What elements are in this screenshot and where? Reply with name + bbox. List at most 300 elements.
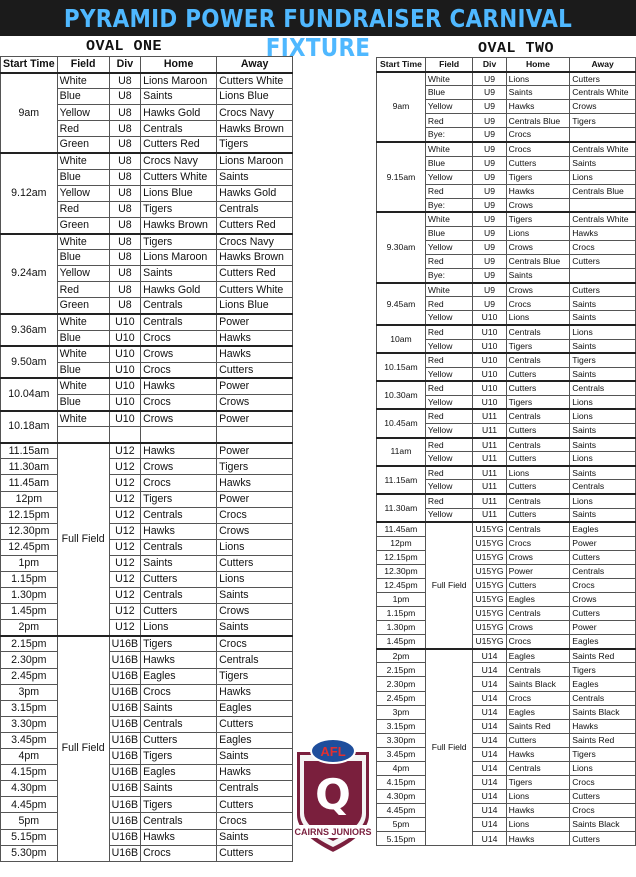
away-team-cell: Hawks Gold <box>217 185 293 201</box>
column-header: Field <box>57 57 109 73</box>
start-time-cell: 12.30pm <box>1 523 58 539</box>
home-team-cell: Power <box>506 564 570 578</box>
division-cell: U15YG <box>473 564 506 578</box>
away-team-cell: Crows <box>217 394 293 410</box>
division-cell: U14 <box>473 804 506 818</box>
home-team-cell: Lions <box>141 620 217 636</box>
away-team-cell: Tigers <box>570 114 636 128</box>
away-team-cell: Cutters Red <box>217 217 293 233</box>
division-cell: U10 <box>109 346 141 362</box>
away-team-cell: Hawks <box>570 719 636 733</box>
start-time-cell: 1pm <box>377 592 426 606</box>
home-team-cell: Centrals <box>506 663 570 677</box>
division-cell: U11 <box>473 494 506 508</box>
away-team-cell: Cutters <box>570 283 636 297</box>
start-time-cell: 2.45pm <box>377 691 426 705</box>
home-team-cell: Tigers <box>506 775 570 789</box>
away-team-cell: Saints <box>217 749 293 765</box>
home-team-cell: Tigers <box>141 749 217 765</box>
away-team-cell: Cutters <box>217 716 293 732</box>
home-team-cell: Tigers <box>141 201 217 217</box>
division-cell: U16B <box>109 813 141 829</box>
start-time-cell: 10.45am <box>377 409 426 437</box>
division-cell: U12 <box>109 539 141 555</box>
home-team-cell: Lions Maroon <box>141 73 217 89</box>
fixture-row <box>377 142 636 156</box>
home-team-cell: Saints Black <box>506 677 570 691</box>
fixture-row <box>1 523 293 539</box>
field-cell: Yellow <box>57 185 109 201</box>
start-time-cell: 12pm <box>377 536 426 550</box>
start-time-cell: 2pm <box>377 649 426 663</box>
fixture-row <box>1 652 293 668</box>
home-team-cell: Saints <box>141 89 217 105</box>
away-team-cell: Power <box>217 378 293 394</box>
start-time-cell: 5.15pm <box>377 832 426 846</box>
home-team-cell: Centrals <box>506 494 570 508</box>
division-cell: U11 <box>473 466 506 480</box>
away-team-cell: Saints Red <box>570 649 636 663</box>
home-team-cell: Cutters <box>506 156 570 170</box>
division-cell: U11 <box>473 452 506 466</box>
fixture-row <box>1 588 293 604</box>
home-team-cell: Centrals <box>141 539 217 555</box>
start-time-cell: 1.30pm <box>377 621 426 635</box>
fixture-row <box>377 466 636 480</box>
home-team-cell: Hawks <box>141 378 217 394</box>
division-cell: U8 <box>109 73 141 89</box>
division-cell: U14 <box>473 790 506 804</box>
division-cell <box>109 427 141 443</box>
division-cell: U9 <box>473 100 506 114</box>
away-team-cell: Tigers <box>570 747 636 761</box>
start-time-cell: 3.45pm <box>1 732 58 748</box>
field-cell: Bye: <box>425 269 473 283</box>
cairns-juniors-afl-q-logo <box>292 737 374 855</box>
oval-one-title: OVAL ONE <box>86 38 163 55</box>
fixture-row <box>377 409 636 423</box>
away-team-cell: Cutters White <box>217 73 293 89</box>
division-cell: U10 <box>473 381 506 395</box>
division-cell: U9 <box>473 255 506 269</box>
field-cell: White <box>57 73 109 89</box>
division-cell: U11 <box>473 424 506 438</box>
division-cell: U8 <box>109 105 141 121</box>
division-cell: U12 <box>109 572 141 588</box>
home-team-cell: Hawks <box>506 804 570 818</box>
fixture-row <box>377 72 636 86</box>
home-team-cell: Saints <box>506 86 570 100</box>
away-team-cell: Saints <box>570 156 636 170</box>
fixture-row <box>1 620 293 636</box>
division-cell: U16B <box>109 684 141 700</box>
start-time-cell: 11.30am <box>377 494 426 522</box>
home-team-cell: Crows <box>506 550 570 564</box>
start-time-cell: 9.12am <box>1 153 58 233</box>
division-cell: U8 <box>109 153 141 169</box>
oval-two-header-row <box>377 58 636 72</box>
fixture-row <box>377 677 636 691</box>
fixture-row <box>1 507 293 523</box>
fixture-row <box>1 604 293 620</box>
division-cell: U8 <box>109 250 141 266</box>
home-team-cell: Centrals <box>506 353 570 367</box>
division-cell: U9 <box>473 198 506 212</box>
column-header: Away <box>570 58 636 72</box>
field-cell: Red <box>425 466 473 480</box>
division-cell: U15YG <box>473 536 506 550</box>
start-time-cell: 10.15am <box>377 353 426 381</box>
home-team-cell: Centrals Blue <box>506 114 570 128</box>
start-time-cell: 3pm <box>1 684 58 700</box>
field-cell: Red <box>57 121 109 137</box>
home-team-cell: Crows <box>141 459 217 475</box>
away-team-cell: Cutters <box>570 72 636 86</box>
fixture-row <box>377 592 636 606</box>
field-cell: Yellow <box>425 241 473 255</box>
division-cell: U14 <box>473 733 506 747</box>
start-time-cell: 4pm <box>377 761 426 775</box>
fixture-row <box>377 550 636 564</box>
away-team-cell: Centrals <box>570 381 636 395</box>
fixture-row <box>1 716 293 732</box>
away-team-cell: Saints <box>570 508 636 522</box>
field-cell: Blue <box>57 89 109 105</box>
fixture-row <box>1 555 293 571</box>
away-team-cell: Saints <box>217 588 293 604</box>
fixture-row <box>1 539 293 555</box>
fixture-row <box>1 636 293 652</box>
division-cell: U15YG <box>473 621 506 635</box>
home-team-cell: Tigers <box>141 234 217 250</box>
field-cell: Bye: <box>425 128 473 142</box>
division-cell: U12 <box>109 555 141 571</box>
start-time-cell: 2.30pm <box>377 677 426 691</box>
away-team-cell: Crocs <box>217 813 293 829</box>
away-team-cell: Cutters <box>570 832 636 846</box>
start-time-cell: 3.15pm <box>1 700 58 716</box>
division-cell: U16B <box>109 700 141 716</box>
away-team-cell: Cutters <box>570 790 636 804</box>
division-cell: U8 <box>109 217 141 233</box>
fixture-row <box>377 536 636 550</box>
division-cell: U14 <box>473 649 506 663</box>
home-team-cell: Crows <box>506 283 570 297</box>
home-team-cell: Hawks <box>506 832 570 846</box>
division-cell: U12 <box>109 588 141 604</box>
home-team-cell: Tigers <box>506 170 570 184</box>
home-team-cell: Saints Red <box>506 719 570 733</box>
fixture-row <box>1 668 293 684</box>
division-cell: U14 <box>473 818 506 832</box>
home-team-cell: Centrals <box>141 314 217 330</box>
away-team-cell: Cutters <box>217 555 293 571</box>
division-cell: U8 <box>109 266 141 282</box>
fixture-row <box>377 381 636 395</box>
away-team-cell: Saints Black <box>570 818 636 832</box>
fixture-row <box>377 607 636 621</box>
division-cell: U14 <box>473 832 506 846</box>
start-time-cell: 1.15pm <box>1 572 58 588</box>
start-time-cell: 5.15pm <box>1 829 58 845</box>
column-header: Div <box>473 58 506 72</box>
away-team-cell: Crocs <box>570 804 636 818</box>
away-team-cell: Hawks <box>217 475 293 491</box>
away-team-cell: Crocs Navy <box>217 234 293 250</box>
division-cell: U11 <box>473 409 506 423</box>
home-team-cell: Cutters <box>141 604 217 620</box>
home-team-cell: Centrals <box>506 325 570 339</box>
fixture-row <box>377 719 636 733</box>
oval-two-fixture-table <box>376 57 636 846</box>
away-team-cell: Cutters <box>570 550 636 564</box>
division-cell: U12 <box>109 604 141 620</box>
field-cell: Blue <box>425 156 473 170</box>
home-team-cell: Lions <box>506 466 570 480</box>
away-team-cell: Power <box>217 411 293 427</box>
division-cell: U9 <box>473 283 506 297</box>
away-team-cell: Hawks <box>217 765 293 781</box>
field-cell: Full Field <box>425 649 473 846</box>
away-team-cell: Lions <box>570 761 636 775</box>
away-team-cell: Lions <box>570 494 636 508</box>
fixture-row <box>1 845 293 861</box>
field-cell: Blue <box>425 226 473 240</box>
start-time-cell: 2.45pm <box>1 668 58 684</box>
division-cell: U16B <box>109 845 141 861</box>
division-cell: U16B <box>109 749 141 765</box>
field-cell: Yellow <box>425 170 473 184</box>
fixture-row <box>377 691 636 705</box>
home-team-cell: Cutters <box>506 381 570 395</box>
division-cell: U11 <box>473 480 506 494</box>
start-time-cell: 9am <box>377 72 426 142</box>
field-cell: Red <box>425 438 473 452</box>
division-cell: U14 <box>473 775 506 789</box>
away-team-cell: Hawks <box>217 346 293 362</box>
division-cell: U14 <box>473 705 506 719</box>
field-cell: White <box>425 142 473 156</box>
division-cell: U8 <box>109 169 141 185</box>
column-header: Start Time <box>377 58 426 72</box>
start-time-cell: 3.45pm <box>377 747 426 761</box>
field-cell: Yellow <box>425 508 473 522</box>
division-cell: U14 <box>473 761 506 775</box>
away-team-cell: Cutters White <box>217 282 293 298</box>
fixture-row <box>377 353 636 367</box>
division-cell: U8 <box>109 121 141 137</box>
field-cell: Red <box>425 114 473 128</box>
field-cell: Bye: <box>425 198 473 212</box>
fixture-row <box>1 314 293 330</box>
fixture-row <box>1 411 293 427</box>
home-team-cell: Centrals <box>506 438 570 452</box>
field-cell: Blue <box>57 330 109 346</box>
home-team-cell: Cutters <box>506 480 570 494</box>
away-team-cell: Centrals <box>570 564 636 578</box>
home-team-cell: Centrals <box>506 761 570 775</box>
start-time-cell: 11.15am <box>377 466 426 494</box>
fixture-row <box>1 153 293 169</box>
away-team-cell: Cutters <box>217 362 293 378</box>
fixture-row <box>377 283 636 297</box>
away-team-cell: Saints <box>217 620 293 636</box>
fixture-row <box>377 564 636 578</box>
away-team-cell: Power <box>570 621 636 635</box>
away-team-cell <box>570 198 636 212</box>
fixture-row <box>377 705 636 719</box>
start-time-cell: 4.45pm <box>1 797 58 813</box>
field-cell: White <box>57 234 109 250</box>
away-team-cell: Hawks Brown <box>217 121 293 137</box>
away-team-cell: Saints <box>570 311 636 325</box>
fixture-row <box>377 635 636 649</box>
home-team-cell: Crows <box>506 241 570 255</box>
start-time-cell: 12.30pm <box>377 564 426 578</box>
away-team-cell: Crocs <box>570 578 636 592</box>
home-team-cell: Eagles <box>506 592 570 606</box>
away-team-cell: Lions <box>570 409 636 423</box>
field-cell: Yellow <box>425 339 473 353</box>
division-cell: U12 <box>109 491 141 507</box>
away-team-cell: Eagles <box>570 522 636 536</box>
fixture-row <box>377 790 636 804</box>
away-team-cell: Lions Maroon <box>217 153 293 169</box>
division-cell: U15YG <box>473 550 506 564</box>
home-team-cell: Cutters <box>141 572 217 588</box>
start-time-cell: 1.45pm <box>377 635 426 649</box>
fixture-row <box>377 494 636 508</box>
column-header: Home <box>506 58 570 72</box>
home-team-cell: Hawks Gold <box>141 282 217 298</box>
field-cell: Red <box>57 201 109 217</box>
division-cell: U16B <box>109 797 141 813</box>
field-cell: Yellow <box>425 395 473 409</box>
fixture-row <box>1 443 293 459</box>
home-team-cell: Saints <box>141 700 217 716</box>
away-team-cell: Cutters <box>570 255 636 269</box>
home-team-cell: Centrals <box>141 716 217 732</box>
home-team-cell: Eagles <box>141 765 217 781</box>
away-team-cell: Crocs Navy <box>217 105 293 121</box>
home-team-cell: Crows <box>506 621 570 635</box>
field-cell: White <box>425 212 473 226</box>
division-cell: U9 <box>473 170 506 184</box>
division-cell: U12 <box>109 475 141 491</box>
division-cell: U9 <box>473 241 506 255</box>
away-team-cell: Eagles <box>570 677 636 691</box>
start-time-cell: 12.15pm <box>377 550 426 564</box>
start-time-cell: 5.30pm <box>1 845 58 861</box>
home-team-cell: Cutters <box>506 733 570 747</box>
home-team-cell: Centrals <box>141 298 217 314</box>
away-team-cell: Lions <box>217 539 293 555</box>
start-time-cell: 5pm <box>377 818 426 832</box>
fixture-row <box>377 621 636 635</box>
away-team-cell: Lions <box>570 452 636 466</box>
field-cell: White <box>425 72 473 86</box>
division-cell: U9 <box>473 184 506 198</box>
start-time-cell: 4.45pm <box>377 804 426 818</box>
division-cell: U9 <box>473 269 506 283</box>
start-time-cell: 1.45pm <box>1 604 58 620</box>
away-team-cell: Centrals <box>217 652 293 668</box>
away-team-cell <box>217 427 293 443</box>
away-team-cell: Saints Red <box>570 733 636 747</box>
column-header: Away <box>217 57 293 73</box>
away-team-cell: Tigers <box>570 663 636 677</box>
away-team-cell: Centrals <box>570 691 636 705</box>
division-cell: U10 <box>109 411 141 427</box>
away-team-cell: Saints <box>570 297 636 311</box>
division-cell: U10 <box>109 330 141 346</box>
away-team-cell: Power <box>217 314 293 330</box>
division-cell: U8 <box>109 298 141 314</box>
home-team-cell: Lions <box>506 72 570 86</box>
start-time-cell: 12.15pm <box>1 507 58 523</box>
field-cell: Yellow <box>425 367 473 381</box>
home-team-cell: Crocs <box>141 330 217 346</box>
field-cell: Yellow <box>57 266 109 282</box>
away-team-cell: Lions Blue <box>217 89 293 105</box>
field-cell: Red <box>425 325 473 339</box>
division-cell: U15YG <box>473 522 506 536</box>
away-team-cell: Saints Black <box>570 705 636 719</box>
start-time-cell: 4.30pm <box>377 790 426 804</box>
home-team-cell: Hawks <box>506 747 570 761</box>
away-team-cell: Centrals White <box>570 86 636 100</box>
fixture-row <box>377 804 636 818</box>
start-time-cell: 12pm <box>1 491 58 507</box>
home-team-cell: Cutters White <box>141 169 217 185</box>
start-time-cell: 12.45pm <box>1 539 58 555</box>
division-cell: U8 <box>109 185 141 201</box>
division-cell: U11 <box>473 508 506 522</box>
start-time-cell: 11.45am <box>1 475 58 491</box>
home-team-cell: Eagles <box>506 649 570 663</box>
away-team-cell: Lions <box>217 572 293 588</box>
away-team-cell: Tigers <box>570 353 636 367</box>
division-cell: U10 <box>109 314 141 330</box>
start-time-cell: 2.30pm <box>1 652 58 668</box>
home-team-cell: Lions Blue <box>141 185 217 201</box>
away-team-cell: Eagles <box>217 732 293 748</box>
home-team-cell: Crocs <box>141 362 217 378</box>
field-cell: Yellow <box>57 105 109 121</box>
fixture-row <box>377 438 636 452</box>
division-cell: U15YG <box>473 592 506 606</box>
field-cell: Yellow <box>425 311 473 325</box>
division-cell: U12 <box>109 507 141 523</box>
home-team-cell: Cutters <box>506 424 570 438</box>
fixture-row <box>1 459 293 475</box>
page-title: PYRAMID POWER FUNDRAISER CARNIVAL FIXTURE <box>63 4 573 62</box>
away-team-cell: Cutters <box>217 797 293 813</box>
division-cell: U14 <box>473 747 506 761</box>
away-team-cell: Lions <box>570 325 636 339</box>
field-cell: Red <box>425 494 473 508</box>
away-team-cell: Power <box>570 536 636 550</box>
home-team-cell: Centrals <box>141 813 217 829</box>
start-time-cell: 11.15am <box>1 443 58 459</box>
away-team-cell: Power <box>217 491 293 507</box>
fixture-row <box>1 765 293 781</box>
division-cell: U14 <box>473 677 506 691</box>
logo-afl-text: AFL <box>320 744 346 759</box>
fixture-row <box>377 832 636 846</box>
field-cell: Green <box>57 298 109 314</box>
fixture-row <box>377 775 636 789</box>
